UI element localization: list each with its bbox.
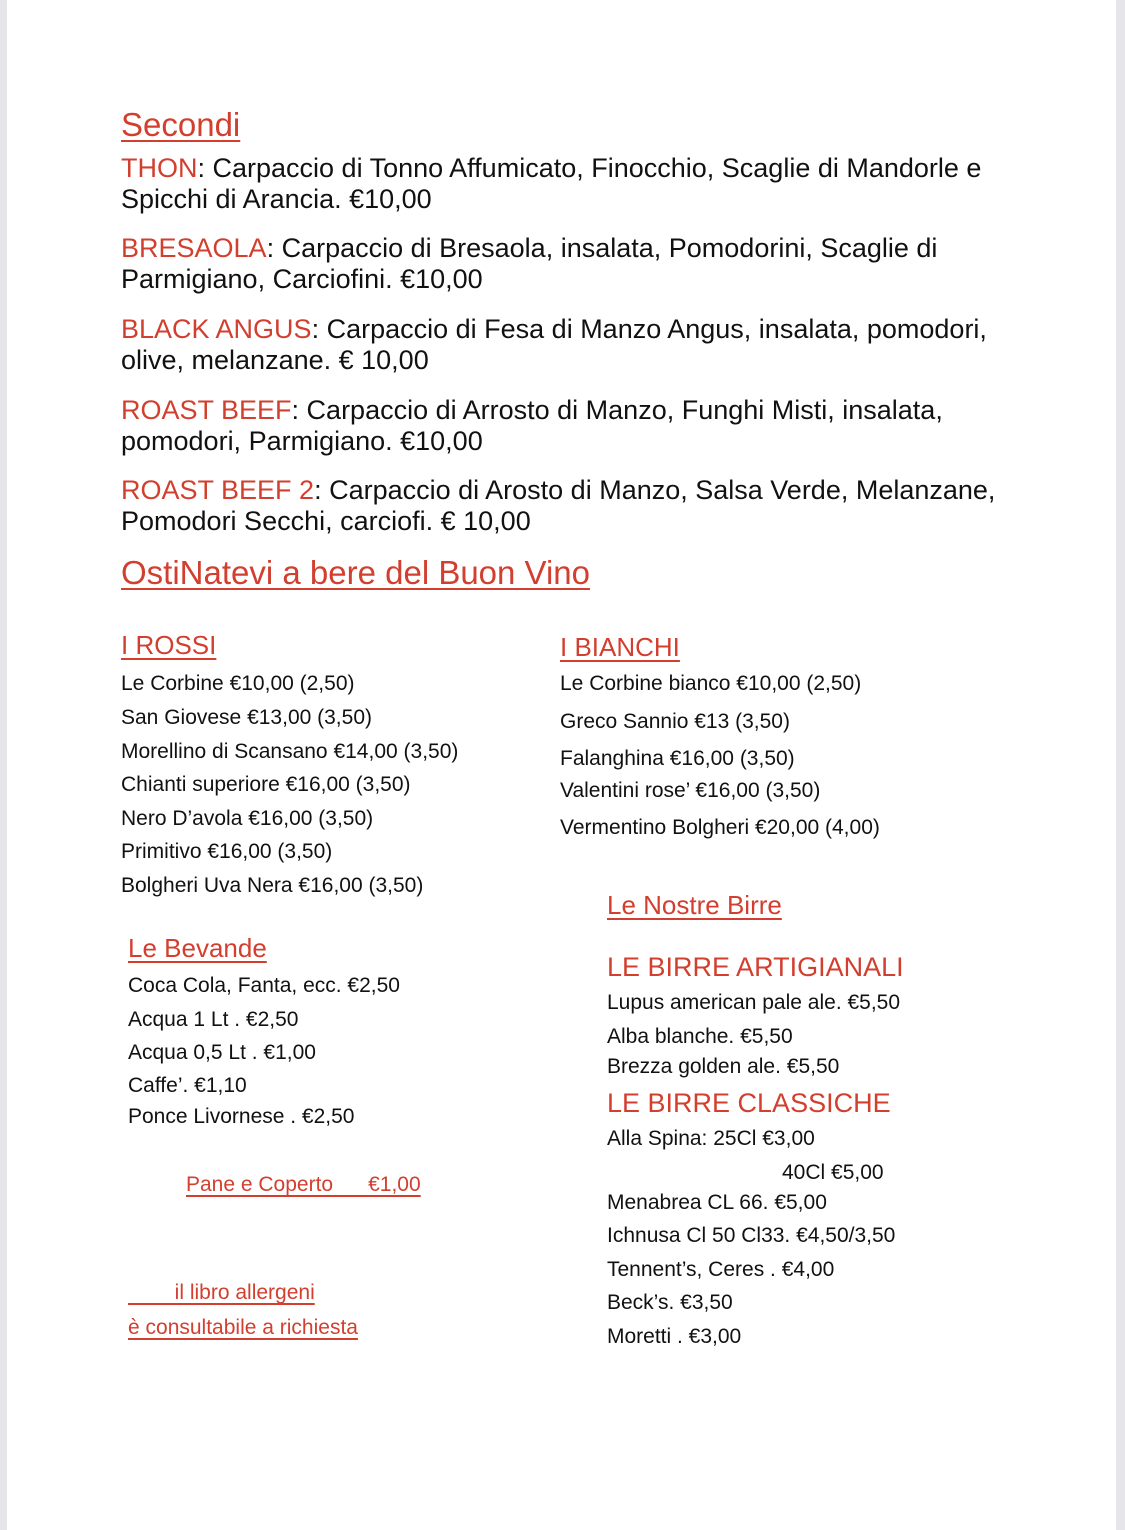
wine-item: Le Corbine €10,00 (2,50) [121,672,355,695]
beer-item: Alba blanche. €5,50 [607,1025,793,1048]
beer-item: Tennent’s, Ceres . €4,00 [607,1258,835,1281]
dish-desc: : Carpaccio di Bresaola, insalata, Pomodorini, Scaglie di Parmigiano, Carciofini. €10,00 [121,233,938,294]
drink-item: Caffe’. €1,10 [128,1074,247,1097]
beer-item: Lupus american pale ale. €5,50 [607,991,901,1014]
dish-item [121,475,1001,537]
dish-desc: : Carpaccio di Fesa di Manzo Angus, insalata, pomodori, olive, melanzane. € 10,00 [121,314,987,375]
wine-item: Chianti superiore €16,00 (3,50) [121,773,411,796]
menu-page [7,0,1116,1530]
subsection-title-classiche: LE BIRRE CLASSICHE [607,1088,891,1118]
dish-desc: : Carpaccio di Tonno Affumicato, Finocchio, Scaglie di Mandorle e Spicchi di Arancia. €10,00 [121,153,982,214]
wine-item: San Giovese €13,00 (3,50) [121,706,372,729]
dish-desc: : Carpaccio di Arosto di Manzo, Salsa Verde, Melanzane, Pomodori Secchi, carciofi. € 10,00 [121,475,996,536]
section-title-birre: Le Nostre Birre [607,890,782,920]
dish-name: BLACK ANGUS [121,314,312,344]
cover-charge: Pane e Coperto €1,00 [186,1173,421,1196]
subsection-title-artigianali: LE BIRRE ARTIGIANALI [607,952,904,982]
drink-item: Acqua 1 Lt . €2,50 [128,1008,299,1031]
wine-item: Greco Sannio €13 (3,50) [560,710,790,733]
dish-item [121,395,1001,457]
wine-item: Bolgheri Uva Nera €16,00 (3,50) [121,874,424,897]
wine-item: Primitivo €16,00 (3,50) [121,840,333,863]
section-title-bevande: Le Bevande [128,933,267,963]
dish-item [121,233,1001,295]
allergen-note-line1: il libro allergeni [128,1281,315,1304]
dish-name: ROAST BEEF 2 [121,475,315,505]
subsection-title-rossi: I ROSSI [121,630,217,660]
wine-item: Vermentino Bolgheri €20,00 (4,00) [560,816,880,839]
wine-item: Le Corbine bianco €10,00 (2,50) [560,672,862,695]
dish-desc: : Carpaccio di Arrosto di Manzo, Funghi Misti, insalata, pomodori, Parmigiano. €10,00 [121,395,943,456]
allergen-note-line2: è consultabile a richiesta [128,1316,358,1339]
section-title-vino: OstiNatevi a bere del Buon Vino [121,554,591,591]
drink-item: Ponce Livornese . €2,50 [128,1105,355,1128]
beer-item: Brezza golden ale. €5,50 [607,1055,840,1078]
wine-item: Nero D’avola €16,00 (3,50) [121,807,374,830]
wine-item: Falanghina €16,00 (3,50) [560,747,795,770]
beer-item: Menabrea CL 66. €5,00 [607,1191,827,1214]
dish-name: THON [121,153,198,183]
dish-name: BRESAOLA [121,233,267,263]
dish-item [121,314,1001,376]
dish-item [121,153,1001,215]
drink-item: Acqua 0,5 Lt . €1,00 [128,1041,316,1064]
subsection-title-bianchi: I BIANCHI [560,632,680,662]
wine-item: Morellino di Scansano €14,00 (3,50) [121,740,459,763]
beer-item: 40Cl €5,00 [782,1161,884,1184]
drink-item: Coca Cola, Fanta, ecc. €2,50 [128,974,400,997]
wine-item: Valentini rose’ €16,00 (3,50) [560,779,821,802]
beer-item: Moretti . €3,00 [607,1325,742,1348]
dish-name: ROAST BEEF [121,395,292,425]
beer-item: Alla Spina: 25Cl €3,00 [607,1127,815,1150]
beer-item: Ichnusa Cl 50 Cl33. €4,50/3,50 [607,1224,896,1247]
section-title-secondi: Secondi [121,106,241,143]
beer-item: Beck’s. €3,50 [607,1291,733,1314]
